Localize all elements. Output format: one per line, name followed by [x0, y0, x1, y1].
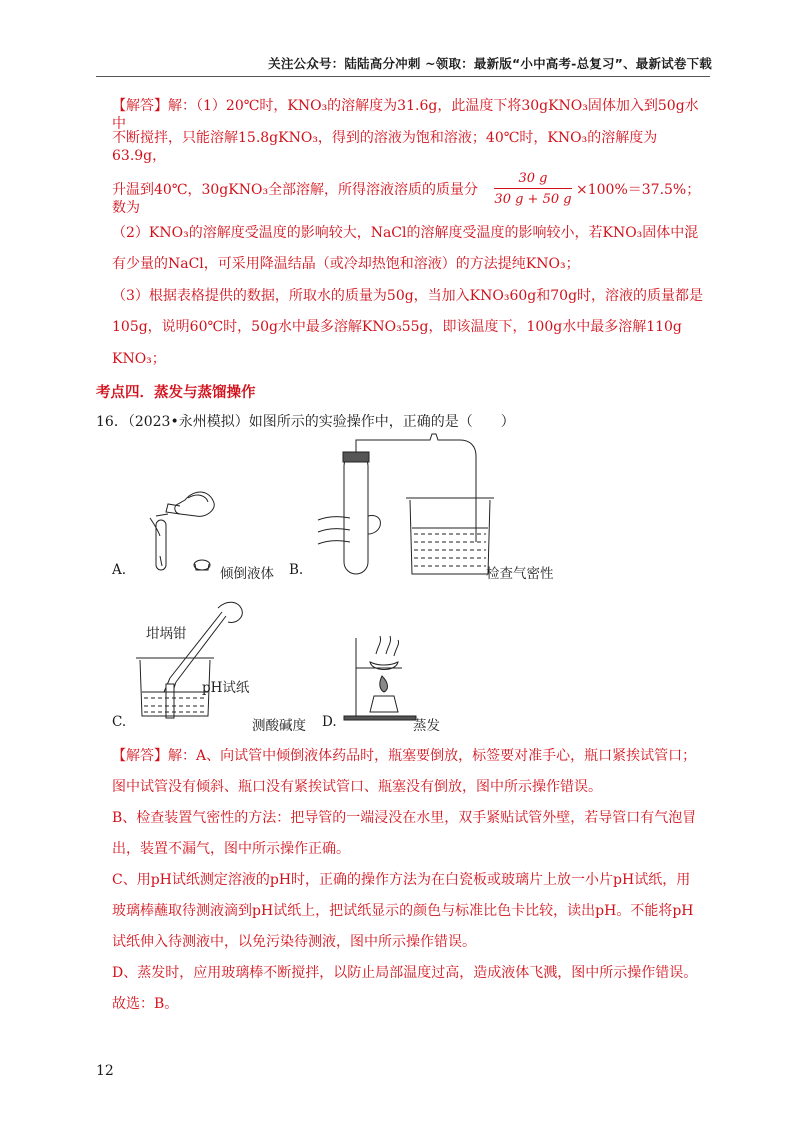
figure-a-caption: 倾倒液体 [220, 566, 274, 582]
figure-b-airtightness-illustration [310, 432, 500, 582]
answer15-line-7: 105g，说明60℃时，50g水中最多溶解KNO₃55g，即该温度下，100g水中最多溶解110g [112, 319, 682, 335]
answer15-line-5: 有少量的NaCl，可采用降温结晶（或冷却热饱和溶液）的方法提纯KNO₃； [112, 256, 580, 272]
answer16-conclusion: 故选：B。 [112, 996, 179, 1012]
page-header: 关注公众号：陆陆高分冲刺 ~领取：最新版“小中高考-总复习”、最新试卷下载 [268, 56, 712, 71]
question16-text: 16．（2023•永州模拟）如图所示的实验操作中，正确的是（ ） [96, 414, 515, 430]
fraction-result: ×100%＝37.5%； [576, 182, 701, 198]
answer15-line-6: （3）根据表格提供的数据，所取水的质量为50g，当加入KNO₃60g和70g时，溶液的质量都是 [112, 288, 704, 304]
figure-a-letter: A. [112, 562, 127, 578]
figure-d-letter: D. [322, 714, 337, 730]
answer16-line-1: 【解答】解：A、向试管中倾倒液体药品时，瓶塞要倒放，标签要对准手心，瓶口紧挨试管口； [112, 748, 697, 764]
answer15-line-4: （2）KNO₃的溶解度受温度的影响较大，NaCl的溶解度受温度的影响较小，若KNO₃固体中混 [112, 225, 699, 241]
answer16-line-3: B、检查装置气密性的方法：把导管的一端浸没在水里，双手紧贴试管外壁，若导管口有气泡冒 [112, 810, 697, 826]
answer15-line-1: 【解答】解：（1）20℃时，KNO₃的溶解度为31.6g，此温度下将30gKNO₃固体加入到50g水中 [112, 98, 699, 132]
fraction-denominator: 30 g + 50 g [494, 192, 572, 207]
figure-b-caption: 检查气密性 [486, 566, 554, 582]
fraction-numerator: 30 g [518, 171, 548, 186]
figure-c-caption: 测酸碱度 [252, 718, 306, 734]
tongs-label: 坩埚钳 [146, 626, 187, 642]
answer16-line-4: 出，装置不漏气，图中所示操作正确。 [112, 841, 350, 857]
answer15-line-3: 升温到40℃，30gKNO₃全部溶解，所得溶液溶质的质量分数为 [112, 182, 479, 216]
answer16-line-8: D、蒸发时，应用玻璃棒不断搅拌，以防止局部温度过高，造成液体飞溅，图中所示操作错误。 [112, 965, 698, 981]
section-title: 考点四．蒸发与蒸馏操作 [96, 385, 256, 401]
header-divider [96, 76, 710, 77]
answer16-line-5: C、用pH试纸测定溶液的pH时，正确的操作方法为在白瓷板或玻璃片上放一小片pH试纸，用 [112, 872, 691, 888]
figure-b-letter: B. [289, 562, 304, 578]
figure-d-caption: 蒸发 [413, 718, 440, 734]
answer16-line-6: 玻璃棒蘸取待测液滴到pH试纸上，把试纸显示的颜色与标准比色卡比较，读出pH。不能将pH [112, 903, 694, 919]
figure-c-ph-test-illustration [130, 588, 260, 718]
figure-c-letter: C. [112, 714, 127, 730]
figure-d-evaporation-illustration [340, 636, 420, 724]
page-number: 12 [96, 1063, 114, 1079]
answer15-line-2: 不断搅拌，只能溶解15.8gKNO₃，得到的溶液为饱和溶液；40℃时，KNO₃的溶解度为63.9g， [112, 130, 658, 164]
figure-a-pouring-illustration [140, 478, 220, 578]
fraction-bar [494, 188, 572, 189]
mass-fraction-formula [494, 170, 572, 208]
answer15-line-8: KNO₃； [112, 351, 166, 367]
answer16-line-2: 图中试管没有倾斜、瓶口没有紧挨试管口、瓶塞没有倒放，图中所示操作错误。 [112, 779, 602, 795]
ph-paper-label: pH试纸 [202, 680, 250, 696]
answer16-line-7: 试纸伸入待测液中，以免污染待测液，图中所示操作错误。 [112, 934, 476, 950]
